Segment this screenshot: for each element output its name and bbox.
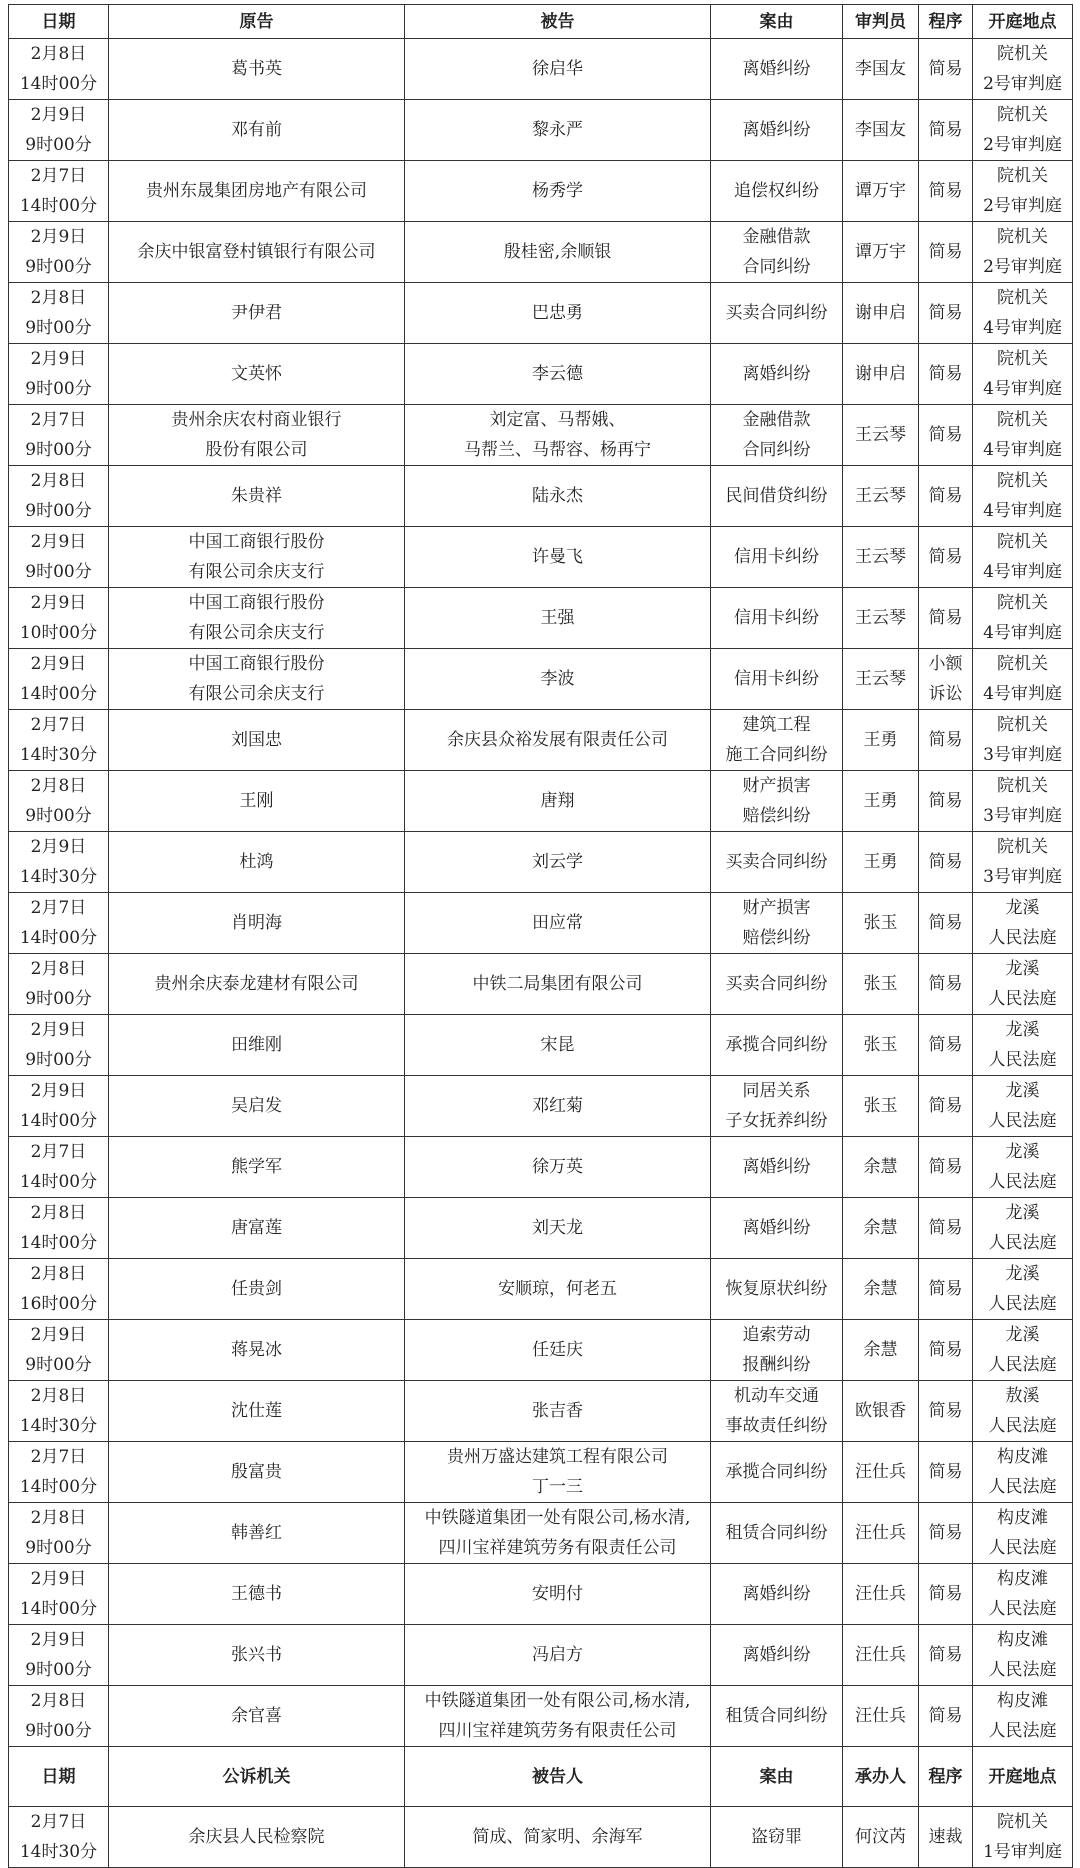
cell-party: 田维刚 xyxy=(109,1015,405,1076)
table-row xyxy=(9,710,1073,771)
table-row xyxy=(9,893,1073,954)
cell-cause: 承揽合同纠纷 xyxy=(711,1442,843,1503)
table-row xyxy=(9,1137,1073,1198)
table-row xyxy=(9,1503,1073,1564)
cell-cause: 财产损害 赔偿纠纷 xyxy=(711,893,843,954)
cell-party: 沈仕莲 xyxy=(109,1381,405,1442)
table-row xyxy=(9,1015,1073,1076)
table-row xyxy=(9,954,1073,1015)
cell-date: 2月8日 9时00分 xyxy=(9,1503,109,1564)
cell-opposing-party: 刘云学 xyxy=(405,832,711,893)
cell-cause: 买卖合同纠纷 xyxy=(711,954,843,1015)
cell-location: 院机关 2号审判庭 xyxy=(973,161,1073,222)
cell-party: 蒋晃冰 xyxy=(109,1320,405,1381)
cell-procedure: 简易 xyxy=(919,710,973,771)
cell-party: 尹伊君 xyxy=(109,283,405,344)
header-date: 日期 xyxy=(9,5,109,39)
cell-judge: 余慧 xyxy=(843,1259,919,1320)
cell-party: 刘国忠 xyxy=(109,710,405,771)
cell-date: 2月7日 14时30分 xyxy=(9,710,109,771)
cell-opposing-party: 田应常 xyxy=(405,893,711,954)
cell-date: 2月7日 14时00分 xyxy=(9,1442,109,1503)
cell-location: 院机关 4号审判庭 xyxy=(973,344,1073,405)
cell-opposing-party: 刘定富、马帮娥、 马帮兰、马帮容、杨再宁 xyxy=(405,405,711,466)
cell-cause: 信用卡纠纷 xyxy=(711,588,843,649)
cell-location: 龙溪 人民法庭 xyxy=(973,1076,1073,1137)
table-row xyxy=(9,1320,1073,1381)
cell-opposing-party: 陆永杰 xyxy=(405,466,711,527)
cell-party: 文英怀 xyxy=(109,344,405,405)
header-judge: 审判员 xyxy=(843,5,919,39)
cell-opposing-party: 安明付 xyxy=(405,1564,711,1625)
cell-procedure: 简易 xyxy=(919,893,973,954)
cell-judge: 余慧 xyxy=(843,1320,919,1381)
cell-party: 中国工商银行股份 有限公司余庆支行 xyxy=(109,588,405,649)
cell-procedure: 简易 xyxy=(919,161,973,222)
cell-location: 院机关 4号审判庭 xyxy=(973,588,1073,649)
cell-date: 2月7日 14时00分 xyxy=(9,893,109,954)
cell-cause: 信用卡纠纷 xyxy=(711,527,843,588)
cell-date: 2月9日 9时00分 xyxy=(9,222,109,283)
cell-judge: 王云琴 xyxy=(843,588,919,649)
table-row xyxy=(9,222,1073,283)
cell-date: 2月9日 14时00分 xyxy=(9,1076,109,1137)
table-row xyxy=(9,1259,1073,1320)
cell-opposing-party: 唐翔 xyxy=(405,771,711,832)
cell-date: 2月7日 9时00分 xyxy=(9,405,109,466)
cell-procedure: 简易 xyxy=(919,1015,973,1076)
cell-cause: 离婚纠纷 xyxy=(711,1137,843,1198)
cell-cause: 金融借款 合同纠纷 xyxy=(711,222,843,283)
table-row xyxy=(9,1686,1073,1747)
cell-date: 2月8日 9时00分 xyxy=(9,771,109,832)
cell-opposing-party: 中铁隧道集团一处有限公司,杨水清, 四川宝祥建筑劳务有限责任公司 xyxy=(405,1686,711,1747)
cell-cause: 离婚纠纷 xyxy=(711,1564,843,1625)
cell-cause: 财产损害 赔偿纠纷 xyxy=(711,771,843,832)
cell-judge: 欧银香 xyxy=(843,1381,919,1442)
cell-party: 中国工商银行股份 有限公司余庆支行 xyxy=(109,527,405,588)
cell-judge: 李国友 xyxy=(843,100,919,161)
cell-opposing-party: 邓红菊 xyxy=(405,1076,711,1137)
cell-procedure: 小额 诉讼 xyxy=(919,649,973,710)
cell-party: 王德书 xyxy=(109,1564,405,1625)
cell-location: 院机关 3号审判庭 xyxy=(973,771,1073,832)
cell-judge: 张玉 xyxy=(843,954,919,1015)
cell-judge: 汪仕兵 xyxy=(843,1686,919,1747)
civil-header-row xyxy=(9,5,1073,39)
cell-opposing-party: 徐启华 xyxy=(405,39,711,100)
cell-date: 2月8日 16时00分 xyxy=(9,1259,109,1320)
cell-judge: 王云琴 xyxy=(843,466,919,527)
cell-procedure: 速裁 xyxy=(919,1807,973,1868)
cell-cause: 离婚纠纷 xyxy=(711,344,843,405)
cell-procedure: 简易 xyxy=(919,405,973,466)
cell-date: 2月9日 9时00分 xyxy=(9,1015,109,1076)
cell-party: 殷富贵 xyxy=(109,1442,405,1503)
cell-date: 2月9日 14时30分 xyxy=(9,832,109,893)
cell-date: 2月9日 14时00分 xyxy=(9,1564,109,1625)
cell-date: 2月8日 14时30分 xyxy=(9,1381,109,1442)
table-row xyxy=(9,405,1073,466)
cell-location: 敖溪 人民法庭 xyxy=(973,1381,1073,1442)
header-prosecutor: 公诉机关 xyxy=(109,1747,405,1807)
cell-opposing-party: 余庆县众裕发展有限责任公司 xyxy=(405,710,711,771)
cell-location: 构皮滩 人民法庭 xyxy=(973,1625,1073,1686)
cell-procedure: 简易 xyxy=(919,1259,973,1320)
cell-opposing-party: 张吉香 xyxy=(405,1381,711,1442)
cell-party: 贵州东晟集团房地产有限公司 xyxy=(109,161,405,222)
header-procedure: 程序 xyxy=(919,5,973,39)
cell-procedure: 简易 xyxy=(919,1381,973,1442)
header-handler: 承办人 xyxy=(843,1747,919,1807)
cell-party: 葛书英 xyxy=(109,39,405,100)
cell-opposing-party: 贵州万盛达建筑工程有限公司 丁一三 xyxy=(405,1442,711,1503)
cell-location: 构皮滩 人民法庭 xyxy=(973,1503,1073,1564)
cell-cause: 机动车交通 事故责任纠纷 xyxy=(711,1381,843,1442)
cell-party: 张兴书 xyxy=(109,1625,405,1686)
cell-party: 朱贵祥 xyxy=(109,466,405,527)
cell-location: 龙溪 人民法庭 xyxy=(973,1259,1073,1320)
cell-cause: 离婚纠纷 xyxy=(711,1625,843,1686)
cell-procedure: 简易 xyxy=(919,1442,973,1503)
cell-location: 院机关 4号审判庭 xyxy=(973,283,1073,344)
cell-procedure: 简易 xyxy=(919,1320,973,1381)
cell-location: 龙溪 人民法庭 xyxy=(973,1198,1073,1259)
cell-opposing-party: 中铁二局集团有限公司 xyxy=(405,954,711,1015)
cell-procedure: 简易 xyxy=(919,1076,973,1137)
hearing-schedule-table xyxy=(8,4,1073,1868)
cell-opposing-party: 王强 xyxy=(405,588,711,649)
cell-procedure: 简易 xyxy=(919,1137,973,1198)
table-row xyxy=(9,39,1073,100)
cell-opposing-party: 中铁隧道集团一处有限公司,杨水清, 四川宝祥建筑劳务有限责任公司 xyxy=(405,1503,711,1564)
cell-party: 中国工商银行股份 有限公司余庆支行 xyxy=(109,649,405,710)
cell-location: 龙溪 人民法庭 xyxy=(973,954,1073,1015)
cell-judge: 汪仕兵 xyxy=(843,1564,919,1625)
cell-procedure: 简易 xyxy=(919,466,973,527)
cell-date: 2月9日 9时00分 xyxy=(9,344,109,405)
cell-judge: 王云琴 xyxy=(843,527,919,588)
cell-location: 院机关 3号审判庭 xyxy=(973,832,1073,893)
cell-judge: 张玉 xyxy=(843,893,919,954)
cell-judge: 汪仕兵 xyxy=(843,1503,919,1564)
cell-date: 2月7日 14时00分 xyxy=(9,1137,109,1198)
cell-party: 唐富莲 xyxy=(109,1198,405,1259)
table-row xyxy=(9,1381,1073,1442)
cell-procedure: 简易 xyxy=(919,832,973,893)
cell-date: 2月9日 9时00分 xyxy=(9,1320,109,1381)
cell-procedure: 简易 xyxy=(919,344,973,405)
cell-cause: 民间借贷纠纷 xyxy=(711,466,843,527)
cell-cause: 买卖合同纠纷 xyxy=(711,832,843,893)
table-row xyxy=(9,466,1073,527)
cell-procedure: 简易 xyxy=(919,1686,973,1747)
cell-procedure: 简易 xyxy=(919,1198,973,1259)
cell-party: 贵州余庆农村商业银行 股份有限公司 xyxy=(109,405,405,466)
cell-opposing-party: 殷桂密,余顺银 xyxy=(405,222,711,283)
cell-opposing-party: 安顺琼，何老五 xyxy=(405,1259,711,1320)
cell-judge: 张玉 xyxy=(843,1076,919,1137)
header-procedure: 程序 xyxy=(919,1747,973,1807)
cell-date: 2月8日 9时00分 xyxy=(9,283,109,344)
cell-opposing-party: 李波 xyxy=(405,649,711,710)
cell-opposing-party: 任廷庆 xyxy=(405,1320,711,1381)
cell-opposing-party: 巴忠勇 xyxy=(405,283,711,344)
cell-date: 2月7日 14时00分 xyxy=(9,161,109,222)
cell-opposing-party: 刘天龙 xyxy=(405,1198,711,1259)
cell-date: 2月8日 9时00分 xyxy=(9,954,109,1015)
table-row xyxy=(9,283,1073,344)
cell-judge: 谢申启 xyxy=(843,344,919,405)
header-date: 日期 xyxy=(9,1747,109,1807)
cell-cause: 建筑工程 施工合同纠纷 xyxy=(711,710,843,771)
cell-location: 构皮滩 人民法庭 xyxy=(973,1442,1073,1503)
table-row xyxy=(9,1198,1073,1259)
table-row xyxy=(9,649,1073,710)
cell-location: 院机关 2号审判庭 xyxy=(973,39,1073,100)
cell-location: 院机关 4号审判庭 xyxy=(973,649,1073,710)
cell-judge: 王云琴 xyxy=(843,649,919,710)
cell-location: 构皮滩 人民法庭 xyxy=(973,1686,1073,1747)
cell-location: 院机关 4号审判庭 xyxy=(973,527,1073,588)
cell-procedure: 简易 xyxy=(919,1503,973,1564)
cell-opposing-party: 冯启方 xyxy=(405,1625,711,1686)
cell-date: 2月9日 9时00分 xyxy=(9,1625,109,1686)
cell-cause: 买卖合同纠纷 xyxy=(711,283,843,344)
table-row xyxy=(9,1807,1073,1868)
cell-location: 院机关 1号审判庭 xyxy=(973,1807,1073,1868)
table-row xyxy=(9,344,1073,405)
cell-date: 2月8日 9时00分 xyxy=(9,1686,109,1747)
cell-location: 龙溪 人民法庭 xyxy=(973,893,1073,954)
header-accused: 被告人 xyxy=(405,1747,711,1807)
cell-party: 杜鸿 xyxy=(109,832,405,893)
cell-location: 院机关 4号审判庭 xyxy=(973,405,1073,466)
cell-cause: 租赁合同纠纷 xyxy=(711,1503,843,1564)
cell-location: 龙溪 人民法庭 xyxy=(973,1137,1073,1198)
cell-cause: 承揽合同纠纷 xyxy=(711,1015,843,1076)
civil-cases-body xyxy=(9,39,1073,1747)
table-row xyxy=(9,1076,1073,1137)
cell-location: 龙溪 人民法庭 xyxy=(973,1015,1073,1076)
cell-party: 贵州余庆泰龙建材有限公司 xyxy=(109,954,405,1015)
cell-judge: 余慧 xyxy=(843,1137,919,1198)
cell-party: 任贵剑 xyxy=(109,1259,405,1320)
table-row xyxy=(9,771,1073,832)
cell-judge: 谭万宇 xyxy=(843,161,919,222)
cell-cause: 追偿权纠纷 xyxy=(711,161,843,222)
header-cause: 案由 xyxy=(711,5,843,39)
cell-procedure: 简易 xyxy=(919,283,973,344)
cell-judge: 王云琴 xyxy=(843,405,919,466)
cell-date: 2月9日 14时00分 xyxy=(9,649,109,710)
cell-cause: 离婚纠纷 xyxy=(711,1198,843,1259)
cell-procedure: 简易 xyxy=(919,771,973,832)
cell-procedure: 简易 xyxy=(919,1564,973,1625)
cell-opposing-party: 许曼飞 xyxy=(405,527,711,588)
cell-judge: 谢申启 xyxy=(843,283,919,344)
cell-party: 余官喜 xyxy=(109,1686,405,1747)
cell-location: 构皮滩 人民法庭 xyxy=(973,1564,1073,1625)
cell-judge: 王勇 xyxy=(843,832,919,893)
cell-procedure: 简易 xyxy=(919,100,973,161)
cell-judge: 谭万宇 xyxy=(843,222,919,283)
cell-judge: 王勇 xyxy=(843,771,919,832)
cell-procedure: 简易 xyxy=(919,527,973,588)
cell-opposing-party: 简成、简家明、余海军 xyxy=(405,1807,711,1868)
cell-date: 2月9日 9时00分 xyxy=(9,100,109,161)
cell-cause: 盗窃罪 xyxy=(711,1807,843,1868)
table-row xyxy=(9,1442,1073,1503)
cell-opposing-party: 杨秀学 xyxy=(405,161,711,222)
cell-opposing-party: 宋昆 xyxy=(405,1015,711,1076)
cell-date: 2月9日 10时00分 xyxy=(9,588,109,649)
cell-date: 2月8日 9时00分 xyxy=(9,466,109,527)
cell-judge: 何汶芮 xyxy=(843,1807,919,1868)
table-row xyxy=(9,1625,1073,1686)
cell-judge: 王勇 xyxy=(843,710,919,771)
cell-judge: 张玉 xyxy=(843,1015,919,1076)
cell-cause: 离婚纠纷 xyxy=(711,100,843,161)
cell-procedure: 简易 xyxy=(919,222,973,283)
cell-judge: 李国友 xyxy=(843,39,919,100)
cell-party: 韩善红 xyxy=(109,1503,405,1564)
cell-party: 吴启发 xyxy=(109,1076,405,1137)
cell-procedure: 简易 xyxy=(919,39,973,100)
cell-location: 院机关 2号审判庭 xyxy=(973,222,1073,283)
cell-procedure: 简易 xyxy=(919,588,973,649)
cell-judge: 汪仕兵 xyxy=(843,1625,919,1686)
cell-location: 院机关 3号审判庭 xyxy=(973,710,1073,771)
cell-cause: 追索劳动 报酬纠纷 xyxy=(711,1320,843,1381)
cell-location: 龙溪 人民法庭 xyxy=(973,1320,1073,1381)
cell-cause: 离婚纠纷 xyxy=(711,39,843,100)
header-location: 开庭地点 xyxy=(973,5,1073,39)
cell-location: 院机关 4号审判庭 xyxy=(973,466,1073,527)
cell-party: 肖明海 xyxy=(109,893,405,954)
header-plaintiff: 原告 xyxy=(109,5,405,39)
table-row xyxy=(9,588,1073,649)
cell-location: 院机关 2号审判庭 xyxy=(973,100,1073,161)
header-defendant: 被告 xyxy=(405,5,711,39)
criminal-cases-body xyxy=(9,1747,1073,1868)
cell-cause: 租赁合同纠纷 xyxy=(711,1686,843,1747)
header-location: 开庭地点 xyxy=(973,1747,1073,1807)
table-row xyxy=(9,1564,1073,1625)
cell-party: 余庆县人民检察院 xyxy=(109,1807,405,1868)
cell-cause: 恢复原状纠纷 xyxy=(711,1259,843,1320)
cell-date: 2月8日 14时00分 xyxy=(9,39,109,100)
cell-date: 2月9日 9时00分 xyxy=(9,527,109,588)
table-row xyxy=(9,161,1073,222)
cell-cause: 信用卡纠纷 xyxy=(711,649,843,710)
cell-procedure: 简易 xyxy=(919,954,973,1015)
cell-opposing-party: 黎永严 xyxy=(405,100,711,161)
cell-party: 熊学军 xyxy=(109,1137,405,1198)
criminal-header-row xyxy=(9,1747,1073,1807)
table-row xyxy=(9,832,1073,893)
cell-cause: 同居关系 子女抚养纠纷 xyxy=(711,1076,843,1137)
cell-cause: 金融借款 合同纠纷 xyxy=(711,405,843,466)
cell-party: 余庆中银富登村镇银行有限公司 xyxy=(109,222,405,283)
header-cause: 案由 xyxy=(711,1747,843,1807)
cell-party: 王刚 xyxy=(109,771,405,832)
table-row xyxy=(9,100,1073,161)
table-row xyxy=(9,527,1073,588)
cell-date: 2月8日 14时00分 xyxy=(9,1198,109,1259)
cell-party: 邓有前 xyxy=(109,100,405,161)
cell-opposing-party: 徐万英 xyxy=(405,1137,711,1198)
cell-date: 2月7日 14时30分 xyxy=(9,1807,109,1868)
cell-procedure: 简易 xyxy=(919,1625,973,1686)
cell-judge: 汪仕兵 xyxy=(843,1442,919,1503)
cell-judge: 余慧 xyxy=(843,1198,919,1259)
cell-opposing-party: 李云德 xyxy=(405,344,711,405)
